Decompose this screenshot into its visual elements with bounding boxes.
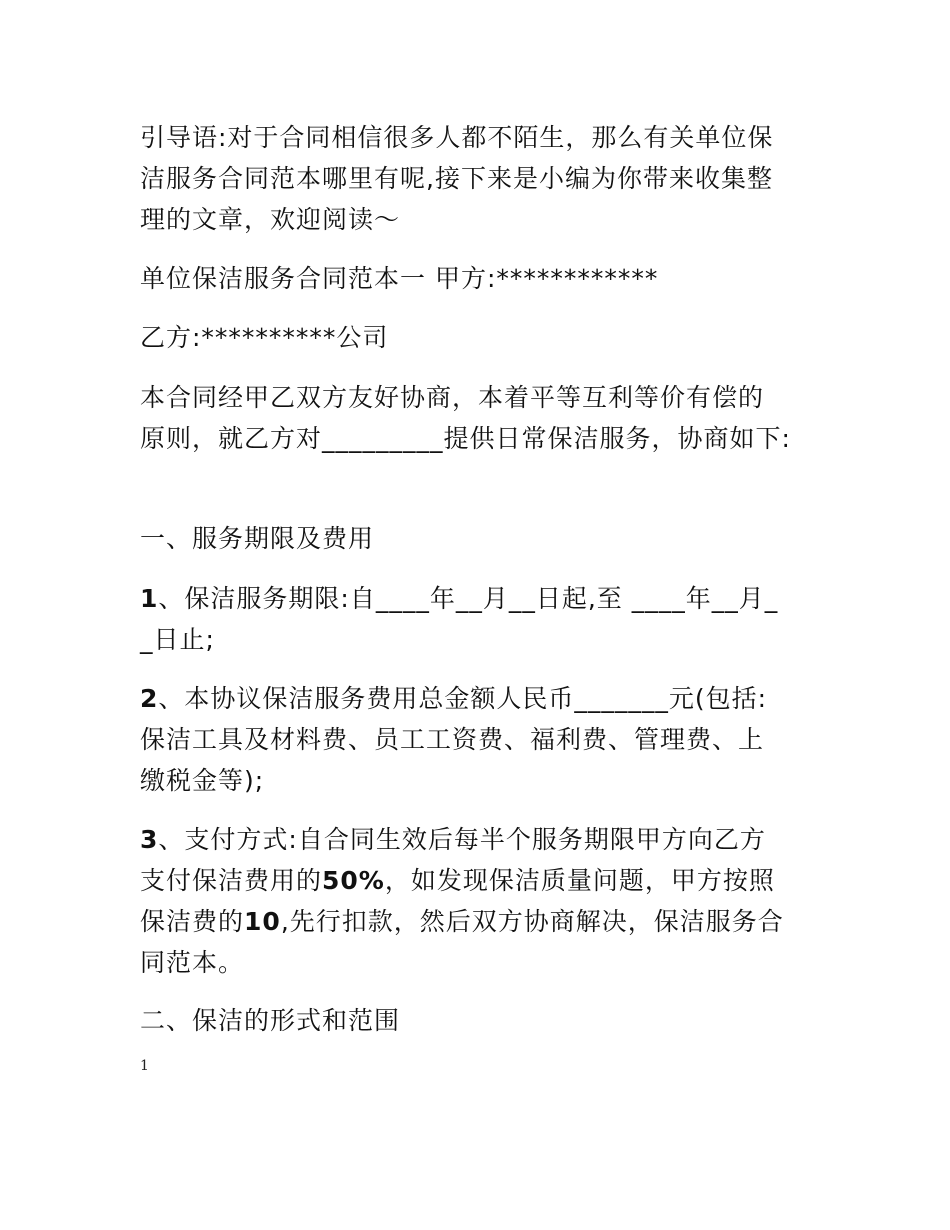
preamble-line-2: 原则，就乙方对_________提供日常保洁服务，协商如下: bbox=[140, 424, 791, 453]
section-1-heading: 一、服务期限及费用 bbox=[140, 524, 375, 553]
item-1-number: 1 bbox=[140, 584, 159, 613]
intro-line-2: 洁服务合同范本哪里有呢,接下来是小编为你带来收集整 bbox=[140, 164, 773, 193]
item-2-line-3: 缴税金等); bbox=[140, 766, 265, 795]
item-3-line-2 bbox=[140, 860, 840, 901]
item-3-line-3-pre: 保洁费的 bbox=[140, 907, 245, 936]
item-3-line-2-pre: 支付保洁费用的 bbox=[140, 866, 323, 895]
item-2-text-1: 、本协议保洁服务费用总金额人民币_______元(包括: bbox=[158, 684, 768, 713]
intro-line-1: 引导语:对于合同相信很多人都不陌生，那么有关单位保 bbox=[140, 123, 774, 152]
item-2-number: 2 bbox=[140, 684, 159, 713]
item-3-percent: 50% bbox=[322, 866, 385, 895]
item-3-line-4: 同范本。 bbox=[140, 948, 245, 977]
page-number: 1 bbox=[140, 1058, 149, 1074]
party-b-line: 乙方:**********公司 bbox=[140, 323, 389, 352]
item-1-line-2: _日止; bbox=[140, 625, 215, 654]
item-2-line-2: 保洁工具及材料费、员工工资费、福利费、管理费、上 bbox=[140, 725, 765, 754]
item-1-line-1 bbox=[140, 578, 840, 619]
item-3-line-3-post: ,先行扣款，然后双方协商解决，保洁服务合 bbox=[280, 907, 784, 936]
item-3-number: 3 bbox=[140, 825, 159, 854]
preamble-line-1: 本合同经甲乙双方友好协商，本着平等互利等价有偿的 bbox=[140, 383, 765, 412]
item-3-deduction: 10 bbox=[244, 907, 281, 936]
intro-line-3: 理的文章，欢迎阅读～ bbox=[140, 205, 401, 234]
section-2-heading: 二、保洁的形式和范围 bbox=[140, 1006, 401, 1035]
item-2-line-1 bbox=[140, 678, 840, 719]
item-3-text-1: 、支付方式:自合同生效后每半个服务期限甲方向乙方 bbox=[158, 825, 766, 854]
item-1-text-1: 、保洁服务期限:自____年__月__日起,至 ____年__月_ bbox=[158, 584, 779, 613]
item-3-line-2-post: ，如发现保洁质量问题，甲方按照 bbox=[384, 866, 775, 895]
contract-title-line: 单位保洁服务合同范本一 甲方:************ bbox=[140, 264, 659, 293]
item-3-line-3 bbox=[140, 901, 840, 942]
item-3-line-1 bbox=[140, 819, 840, 860]
